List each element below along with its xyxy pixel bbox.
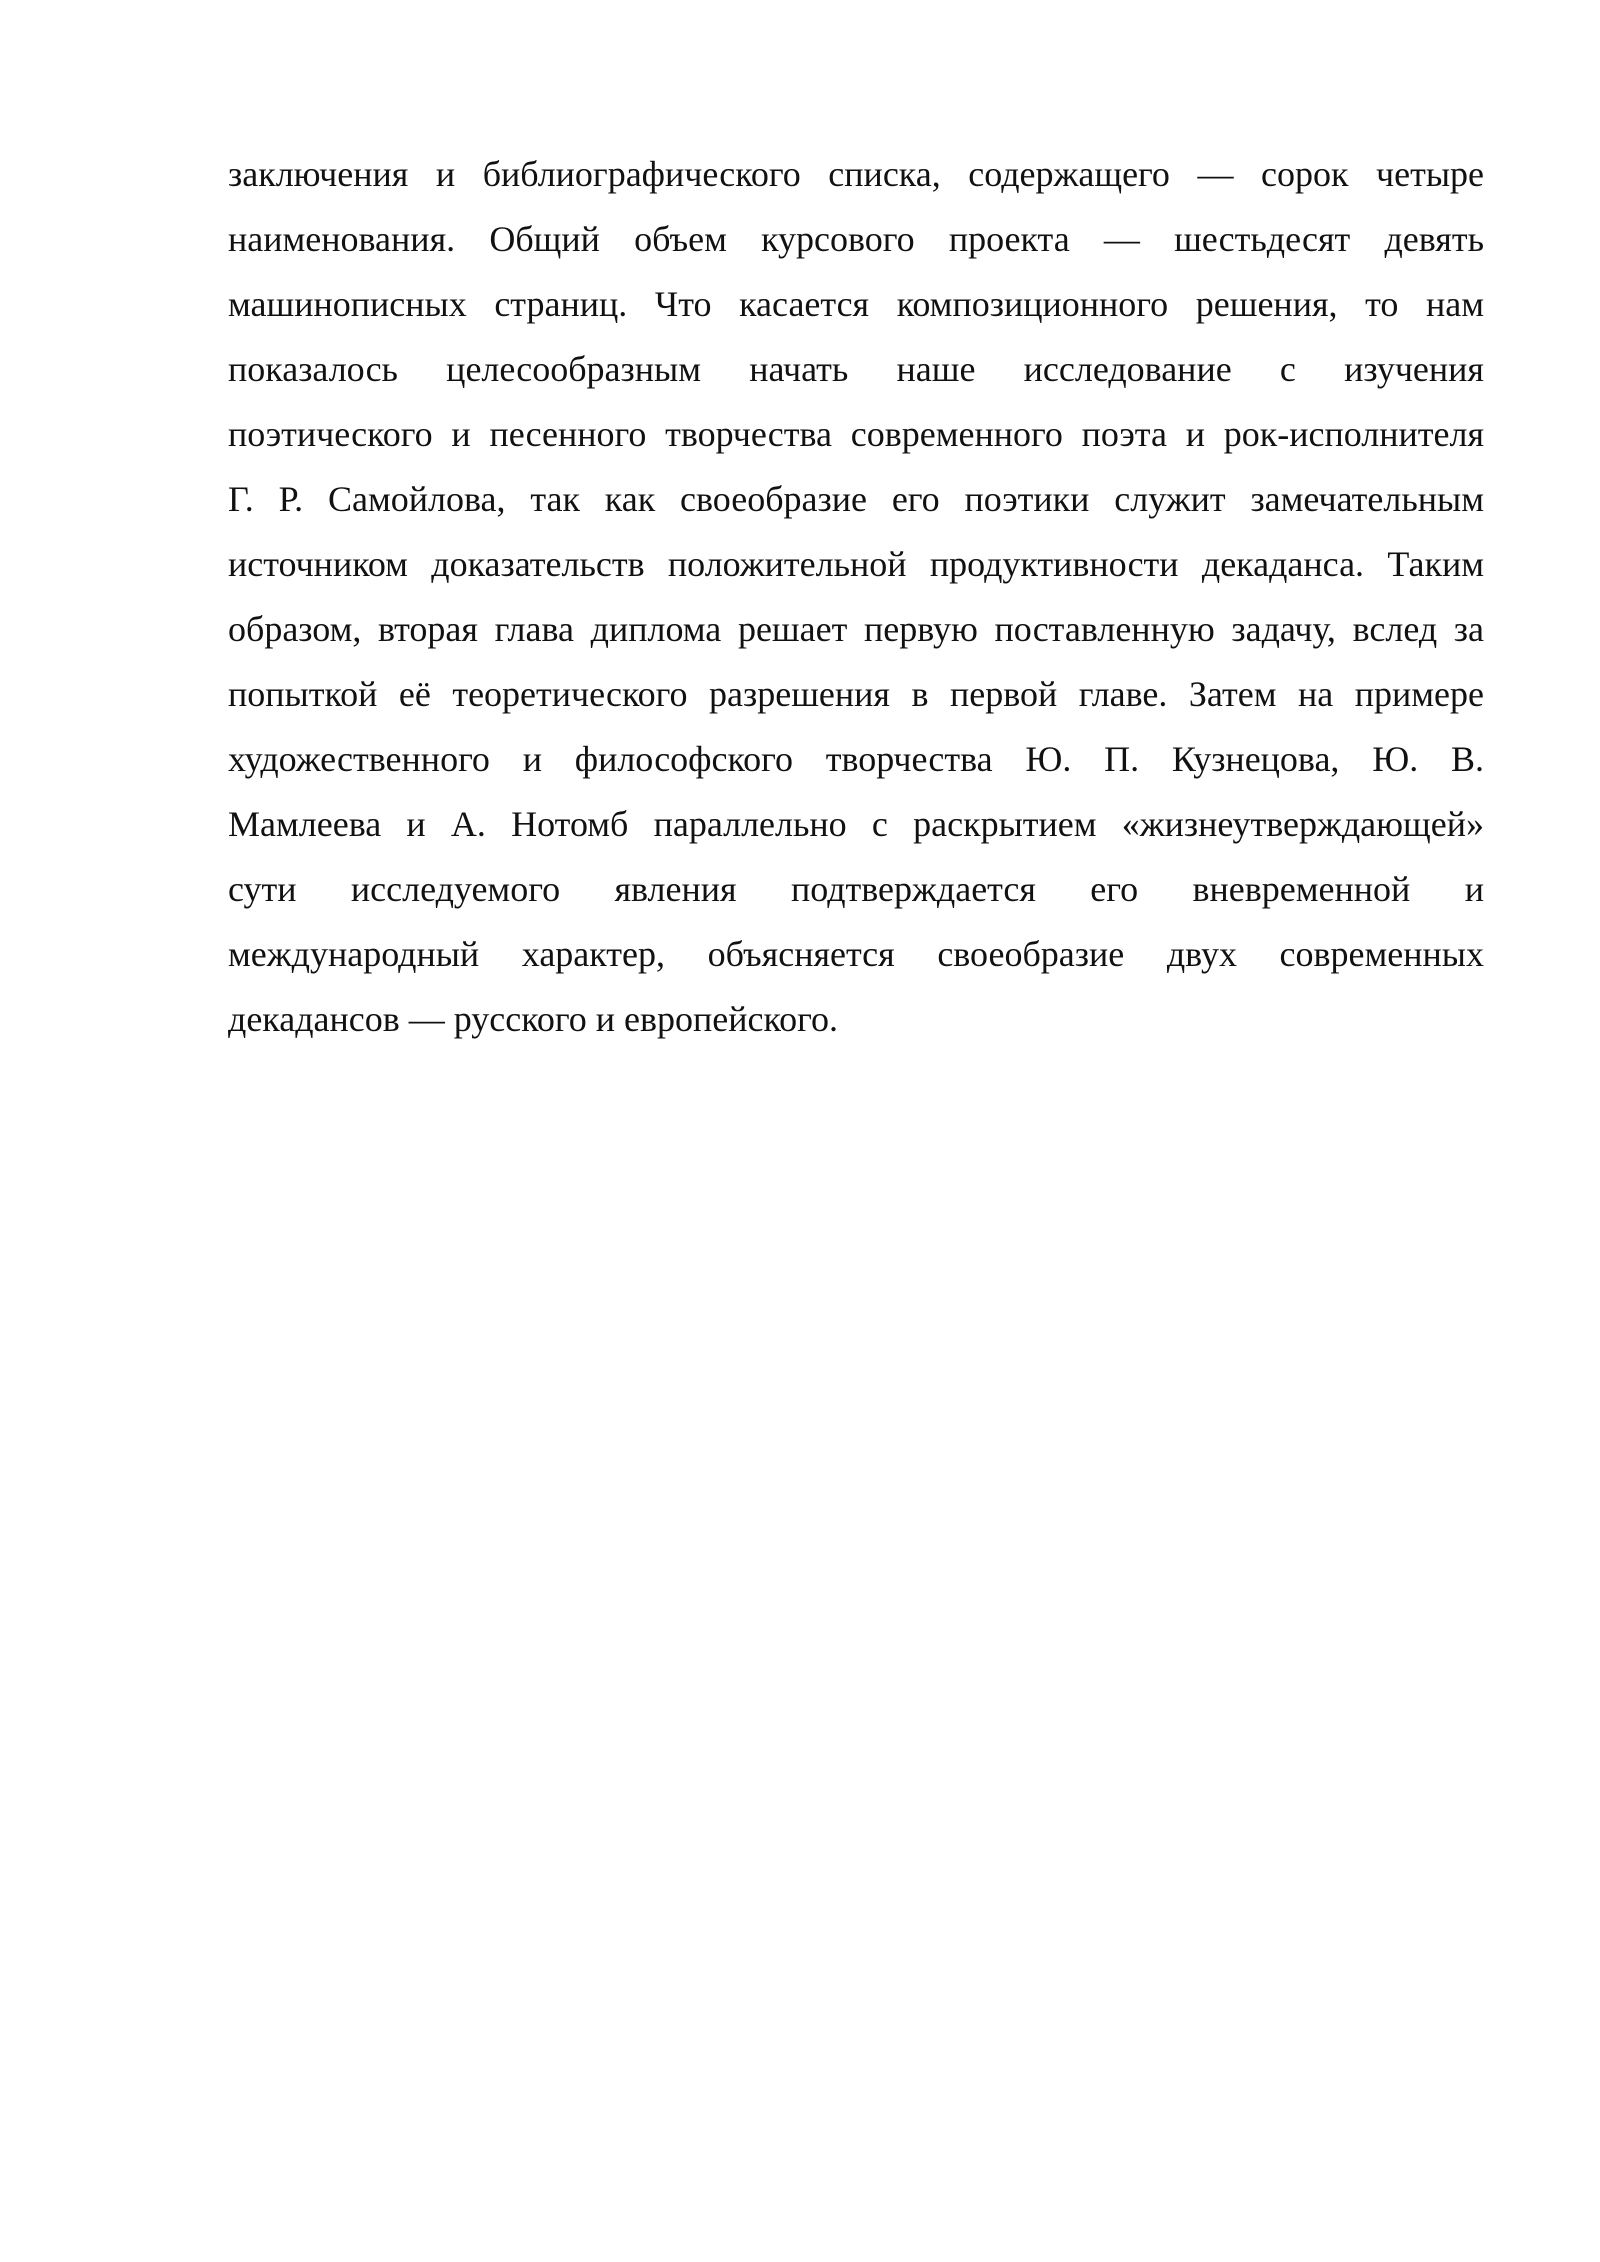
paragraph-line: поэтического и песенного творчества современного поэта и рок-исполнителя [228,414,1484,454]
paragraph-line: Мамлеева и А. Нотомб параллельно с раскрытием «жизнеутверждающей» [228,804,1484,844]
paragraph-line: показалось целесообразным начать наше исследование с изучения [228,349,1484,389]
paragraph-line: машинописных страниц. Что касается композиционного решения, то нам [228,284,1484,324]
paragraph-line: заключения и библиографического списка, содержащего — сорок четыре [228,154,1484,194]
paragraph-line: наименования. Общий объем курсового проекта — шестьдесят девять [228,219,1484,259]
body-paragraph [228,142,1484,1052]
paragraph-line: международный характер, объясняется своеобразие двух современных [228,934,1484,974]
paragraph-line: Г. Р. Самойлова, так как своеобразие его поэтики служит замечательным [228,479,1484,519]
paragraph-line: попыткой её теоретического разрешения в первой главе. Затем на примере [228,674,1484,714]
paragraph-line: художественного и философского творчества Ю. П. Кузнецова, Ю. В. [228,739,1484,779]
paragraph-line: сути исследуемого явления подтверждается его вневременной и [228,869,1484,909]
paragraph-line: источником доказательств положительной продуктивности декаданса. Таким [228,544,1484,584]
paragraph-line: образом, вторая глава диплома решает первую поставленную задачу, вслед за [228,609,1484,649]
paragraph-line-last: декадансов — русского и европейского. [228,999,839,1039]
